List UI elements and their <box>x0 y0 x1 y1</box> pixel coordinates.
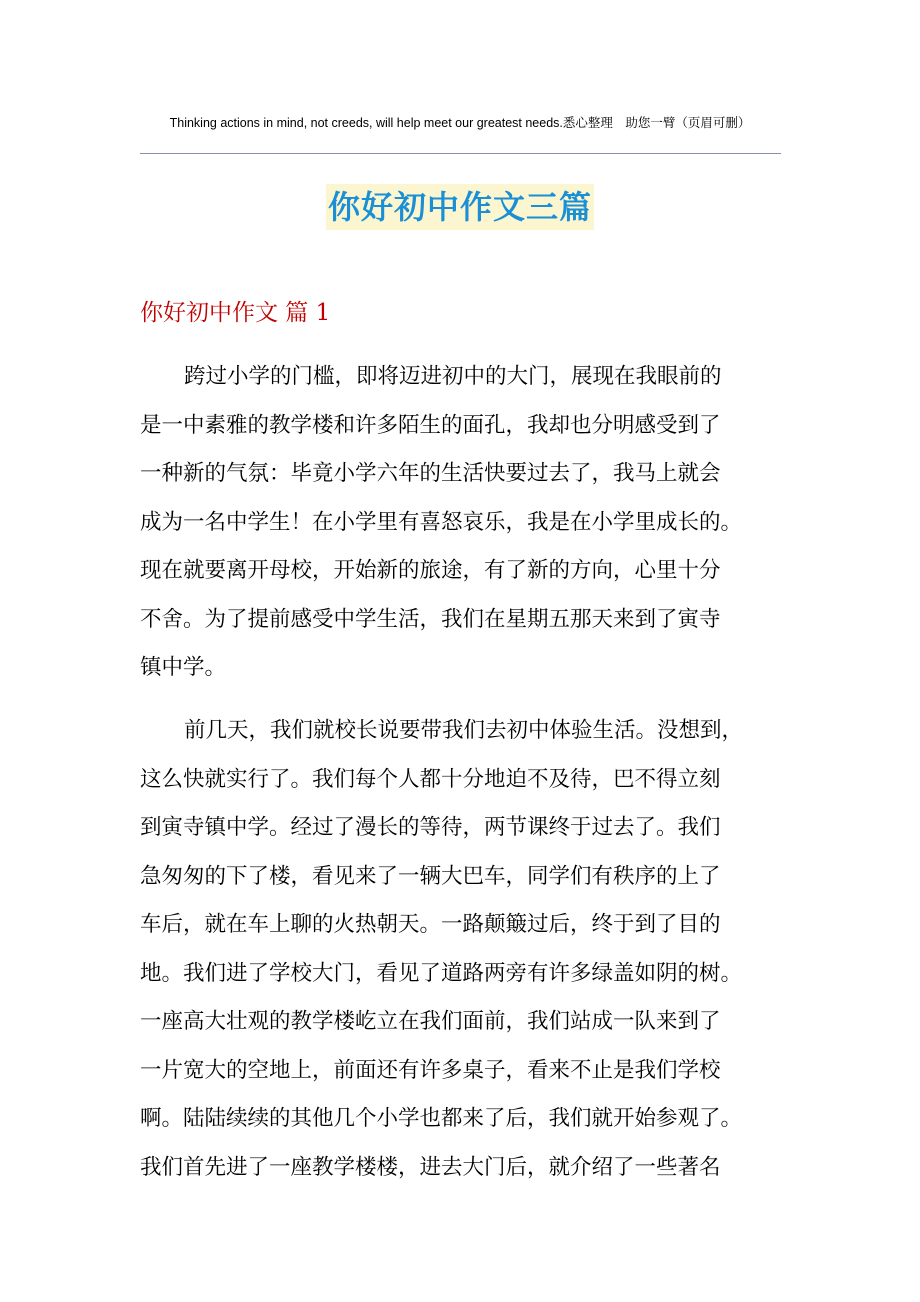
paragraph-line: 一座高大壮观的教学楼屹立在我们面前，我们站成一队来到了 <box>140 1009 721 1034</box>
paragraph-line: 地。我们进了学校大门，看见了道路两旁有许多绿盖如阴的树。 <box>140 960 743 986</box>
paragraph-2 <box>140 707 780 1192</box>
paragraph-line: 现在就要离开母校，开始新的旅途，有了新的方向，心里十分 <box>140 558 721 583</box>
paragraph-line: 一种新的气氛：毕竟小学六年的生活快要过去了，我马上就会 <box>140 461 721 486</box>
paragraph-line: 是一中素雅的教学楼和许多陌生的面孔，我却也分明感受到了 <box>140 412 721 438</box>
paragraph-line: 镇中学。 <box>140 655 227 680</box>
paragraph-line: 到寅寺镇中学。经过了漫长的等待，两节课终于过去了。我们 <box>140 815 721 840</box>
document-title-text: 你好初中作文三篇 <box>326 184 594 230</box>
paragraph-line: 成为一名中学生！在小学里有喜怒哀乐，我是在小学里成长的。 <box>140 509 743 535</box>
paragraph-line: 跨过小学的门槛，即将迈进初中的大门，展现在我眼前的 <box>184 364 722 389</box>
paragraph-line: 急匆匆的下了楼，看见来了一辆大巴车，同学们有秩序的上了 <box>140 863 721 889</box>
page-header-text: Thinking actions in mind, not creeds, will help meet our greatest needs.悉心整理 助您一臂（页眉可删） <box>169 116 751 130</box>
paragraph-line: 这么快就实行了。我们每个人都十分地迫不及待，巴不得立刻 <box>140 766 721 792</box>
paragraph-line: 不舍。为了提前感受中学生活，我们在星期五那天来到了寅寺 <box>140 606 721 632</box>
paragraph-line: 前几天，我们就校长说要带我们去初中体验生活。没想到， <box>184 718 744 743</box>
paragraph-line: 啊。陆陆续续的其他几个小学也都来了后，我们就开始参观了。 <box>140 1106 743 1131</box>
section-heading: 你好初中作文 篇 1 <box>140 300 331 326</box>
paragraph-line: 我们首先进了一座教学楼楼，进去大门后，就介绍了一些著名 <box>140 1154 721 1180</box>
paragraph-line: 车后，就在车上聊的火热朝天。一路颠簸过后，终于到了目的 <box>140 912 721 937</box>
paragraph-1 <box>140 353 780 693</box>
document-title <box>0 184 920 230</box>
paragraph-line: 一片宽大的空地上，前面还有许多桌子，看来不止是我们学校 <box>140 1057 721 1083</box>
header-divider <box>140 153 781 154</box>
